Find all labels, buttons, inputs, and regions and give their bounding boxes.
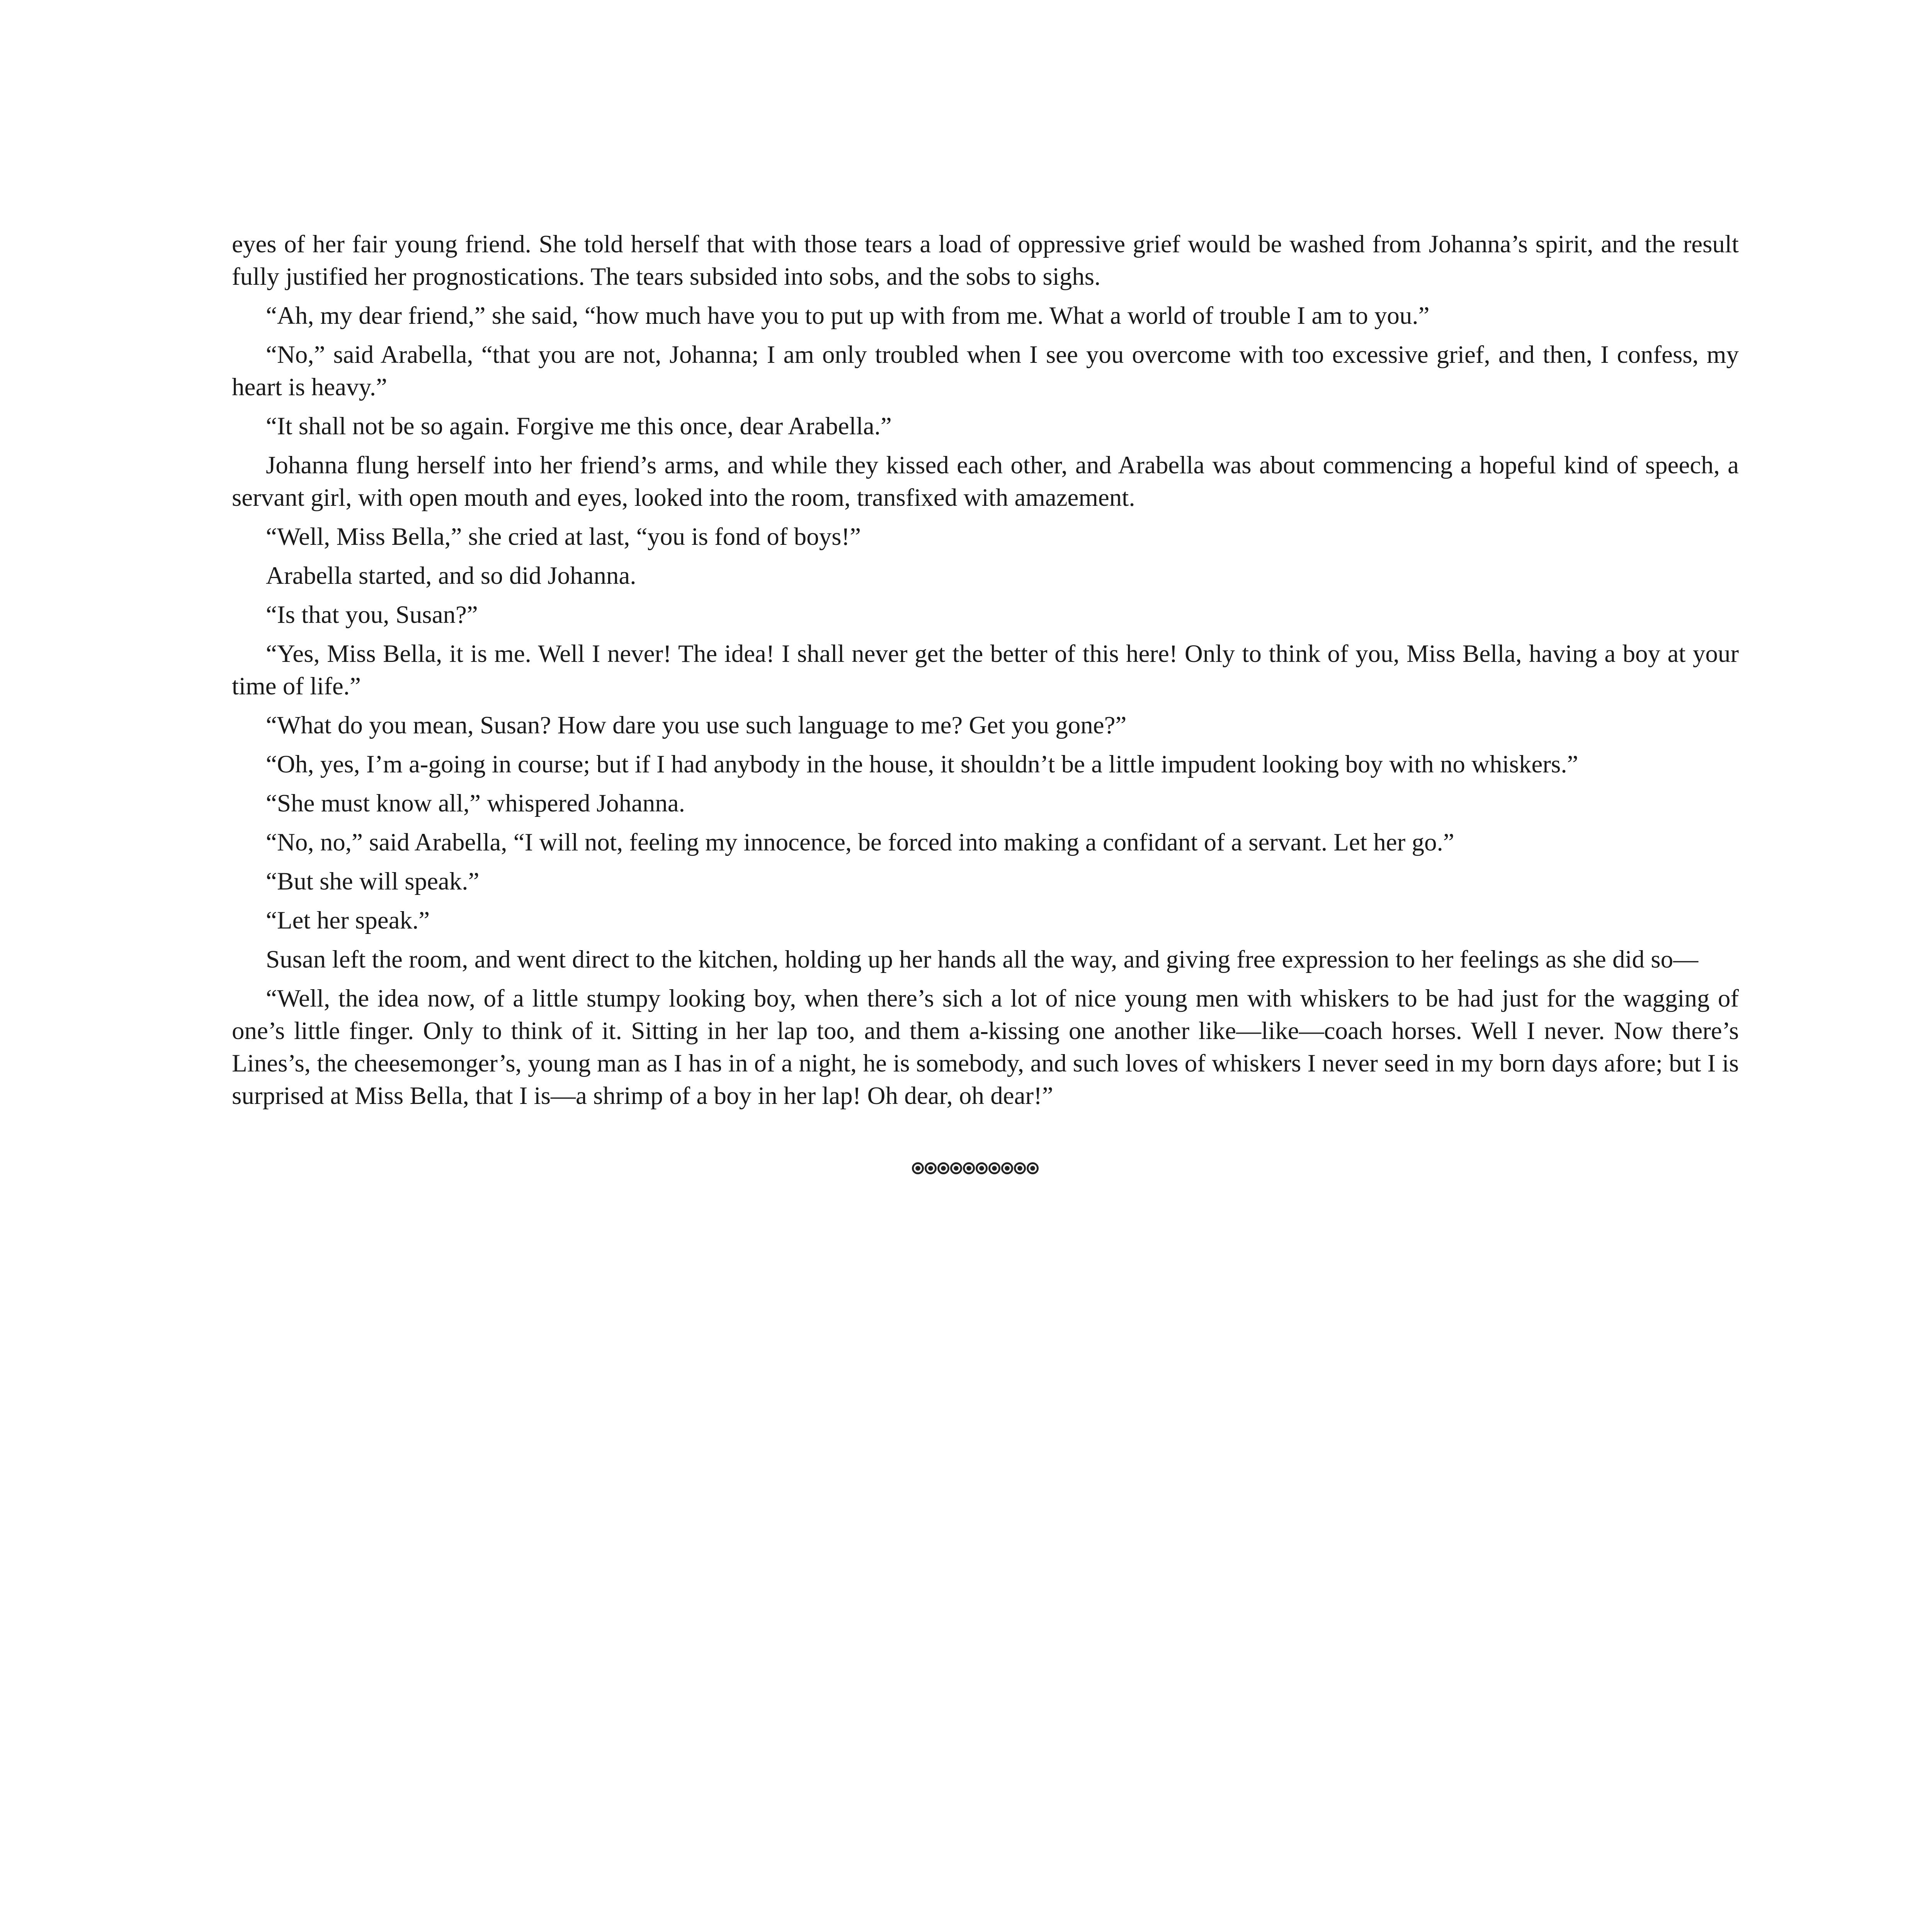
text-block — [232, 228, 1739, 1119]
section-ornament — [912, 1162, 1039, 1176]
ornament-dot-icon — [1014, 1162, 1026, 1174]
paragraph-3: “No,” said Arabella, “that you are not, Johanna; I am only troubled when I see you overcome with too excessive grief, and then, I confess, my heart is heavy.” — [232, 341, 1739, 401]
paragraph-4: “It shall not be so again. Forgive me this once, dear Arabella.” — [266, 412, 892, 440]
ornament-dot-icon — [937, 1162, 949, 1174]
ornament-dot-icon — [950, 1162, 962, 1174]
paragraph-1: eyes of her fair young friend. She told herself that with those tears a load of oppressive grief would be washed from Johanna’s spirit, and the result fully justified her prognostications. The tears subsided into sobs, and the sobs to sighs. — [232, 230, 1739, 291]
ornament-dot-icon — [963, 1162, 975, 1174]
paragraph-5: Johanna flung herself into her friend’s arms, and while they kissed each other, and Arabella was about commencing a hopeful kind of speech, a servant girl, with open mouth and eyes, looked into the room, transfixed with amazement. — [232, 451, 1739, 512]
paragraph-13: “No, no,” said Arabella, “I will not, feeling my innocence, be forced into making a confidant of a servant. Let her go.” — [266, 828, 1454, 856]
paragraph-10: “What do you mean, Susan? How dare you use such language to me? Get you gone?” — [266, 711, 1127, 739]
ornament-dot-icon — [1001, 1162, 1013, 1174]
ornament-dot-icon — [912, 1162, 924, 1174]
paragraph-8: “Is that you, Susan?” — [266, 601, 478, 629]
paragraph-15: “Let her speak.” — [266, 906, 430, 934]
ornament-dot-icon — [988, 1162, 1000, 1174]
paragraph-9: “Yes, Miss Bella, it is me. Well I never! The idea! I shall never get the better of this here! Only to think of you, Miss Bella, having a boy at your time of life.” — [232, 640, 1739, 700]
paragraph-12: “She must know all,” whispered Johanna. — [266, 789, 685, 817]
paragraph-7: Arabella started, and so did Johanna. — [266, 562, 636, 590]
ornament-dot-icon — [925, 1162, 937, 1174]
paragraph-6: “Well, Miss Bella,” she cried at last, “you is fond of boys!” — [266, 523, 861, 551]
paragraph-17: “Well, the idea now, of a little stumpy looking boy, when there’s sich a lot of nice young men with whiskers to be had just for the wagging of one’s little finger. Only to think of it. Sitting in her lap too, and them a-kissing one another like—like—coach horses. Well I never. Now there’s Lines’s, the cheesemonger’s, young man as I has in of a night, he is somebody, and such loves of whiskers I never seed in my born days afore; but I is surprised at Miss Bella, that I is—a shrimp of a boy in her lap! Oh dear, oh dear!” — [232, 985, 1739, 1110]
paragraph-11: “Oh, yes, I’m a-going in course; but if I had anybody in the house, it shouldn’t be a little impudent looking boy with no whiskers.” — [266, 750, 1578, 778]
paragraph-14: “But she will speak.” — [266, 867, 480, 895]
ornament-dot-icon — [1027, 1162, 1039, 1174]
paragraph-16: Susan left the room, and went direct to the kitchen, holding up her hands all the way, and giving free expression to her feelings as she did so— — [266, 946, 1699, 973]
paragraph-2: “Ah, my dear friend,” she said, “how much have you to put up with from me. What a world of trouble I am to you.” — [266, 302, 1430, 330]
ornament-dot-icon — [976, 1162, 988, 1174]
